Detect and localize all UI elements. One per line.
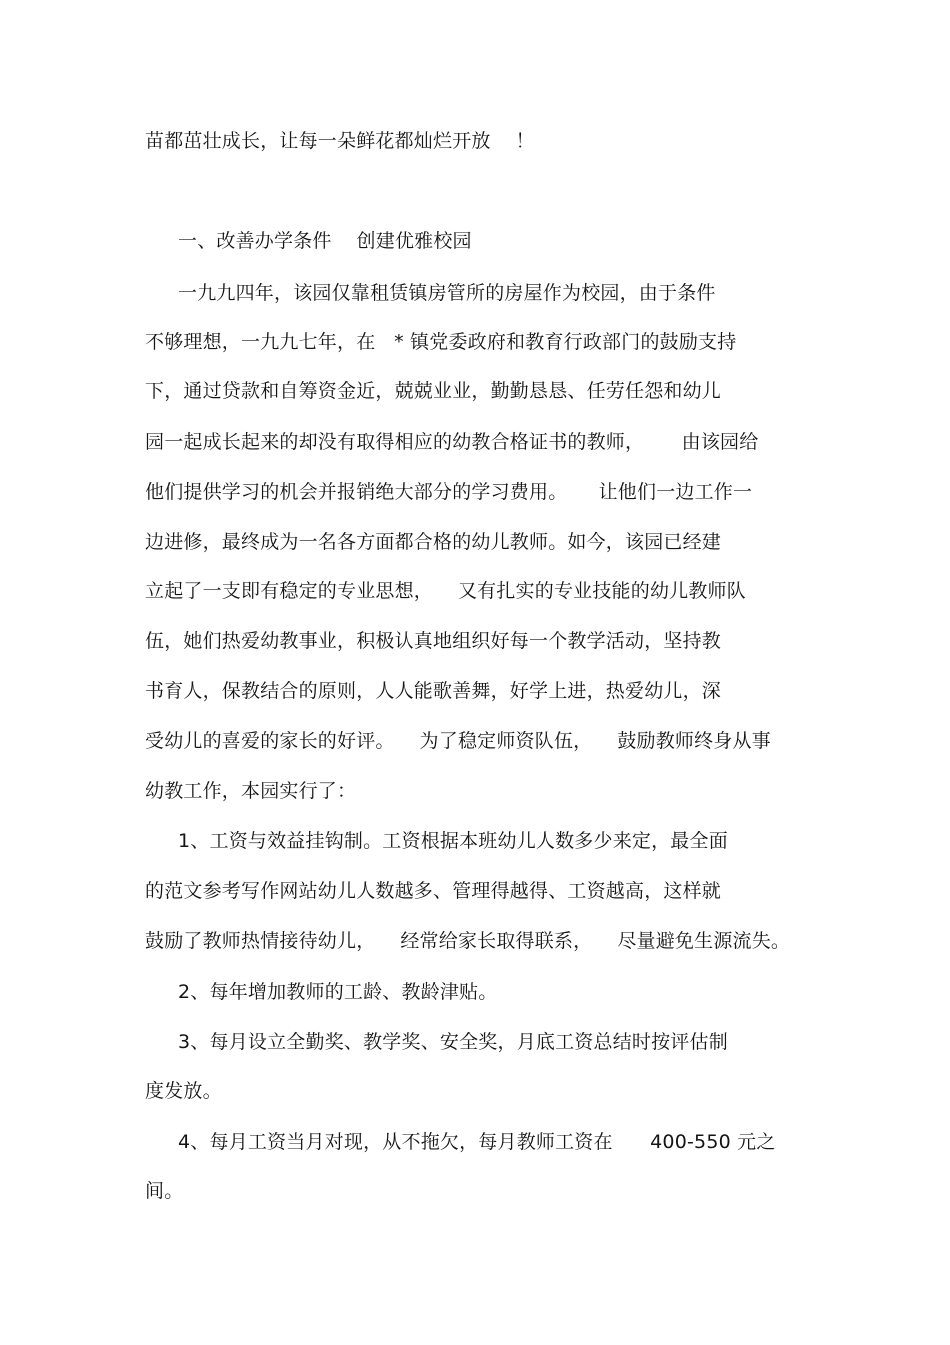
list-item: 4、每月工资当月对现，从不拖欠，每月教师工资在 400-550 元之 <box>178 1131 776 1153</box>
text-line: 他们提供学习的机会并报销绝大部分的学习费用。 让他们一边工作一 <box>145 481 753 503</box>
text-line: 受幼儿的喜爱的家长的好评。 为了稳定师资队伍， 鼓励教师终身从事 <box>145 730 771 752</box>
text-line: 的范文参考写作网站幼儿人数越多、管理得越得、工资越高，这样就 <box>145 880 722 902</box>
text-line: 边进修，最终成为一名各方面都合格的幼儿教师。如今，该园已经建 <box>145 531 722 553</box>
list-item: 2、每年增加教师的工龄、教龄津贴。 <box>178 981 498 1003</box>
text-line: 伍，她们热爱幼教事业，积极认真地组织好每一个教学活动，坚持教 <box>145 630 722 652</box>
text-line: 间。 <box>145 1180 184 1202</box>
section-heading: 一、改善办学条件 创建优雅校园 <box>178 230 472 252</box>
text-line: 苗都茁壮成长，让每一朵鲜花都灿烂开放 ！ <box>145 130 535 152</box>
text-line: 幼教工作，本园实行了： <box>145 780 357 802</box>
text-line: 不够理想，一九九七年，在 * 镇党委政府和教育行政部门的鼓励支持 <box>145 331 737 353</box>
text-line: 园一起成长起来的却没有取得相应的幼教合格证书的教师， 由该园给 <box>145 431 759 453</box>
text-line: 鼓励了教师热情接待幼儿， 经常给家长取得联系， 尽量避免生源流失。 <box>145 930 791 952</box>
text-line: 立起了一支即有稳定的专业思想， 又有扎实的专业技能的幼儿教师队 <box>145 580 746 602</box>
list-item: 1、工资与效益挂钩制。工资根据本班幼儿人数多少来定，最全面 <box>178 830 728 852</box>
text-line: 度发放。 <box>145 1080 222 1102</box>
text-line: 书育人，保教结合的原则，人人能歌善舞，好学上进，热爱幼儿，深 <box>145 680 722 702</box>
list-item: 3、每月设立全勤奖、教学奖、安全奖，月底工资总结时按评估制 <box>178 1031 728 1053</box>
text-line: 一九九四年，该园仅靠租赁镇房管所的房屋作为校园，由于条件 <box>178 282 716 304</box>
text-line: 下，通过贷款和自筹资金近，兢兢业业，勤勤恳恳、任劳任怨和幼儿 <box>145 380 722 402</box>
